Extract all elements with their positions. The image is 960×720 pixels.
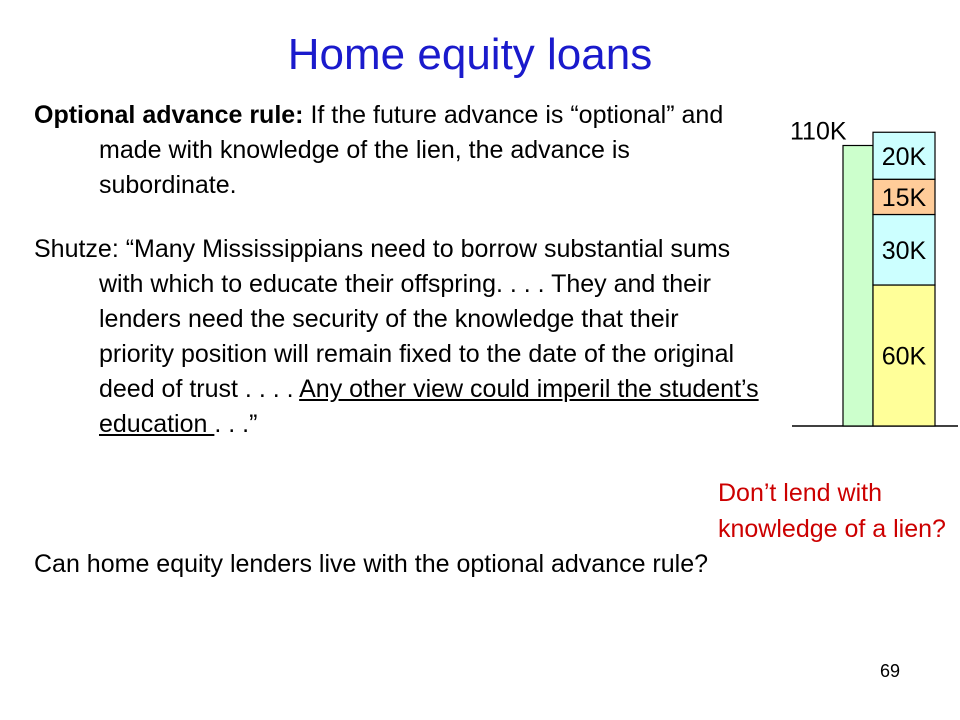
segment-label-20k: 20K	[881, 142, 927, 171]
page-number: 69	[880, 661, 901, 681]
segment-label-30k: 30K	[881, 236, 927, 265]
quote-ending: . . .”	[214, 410, 258, 438]
segment-label-15k: 15K	[881, 183, 927, 212]
slide-title: Home equity loans	[287, 30, 653, 79]
segment-stack	[873, 132, 935, 426]
reference-bar-110k	[843, 146, 873, 427]
paragraph-question: Can home equity lenders live with the optional advance rule?	[34, 550, 709, 578]
quote-underlined-text: Any other view could imperil the student’s education	[99, 375, 759, 438]
lien-stack-chart	[780, 100, 960, 440]
paragraph-optional-advance-rule	[34, 98, 759, 203]
paragraph-shutze-quote	[34, 232, 759, 442]
rule-text: If the future advance is “optional” and made with knowledge of the lien, the advance is subordinate.	[99, 101, 724, 199]
segment-label-60k: 60K	[881, 342, 927, 371]
side-note: Don’t lend with knowledge of a lien?	[718, 479, 946, 543]
reference-bar-label: 110K	[790, 117, 847, 146]
quote-text: Shutze: “Many Mississippians need to borrow substantial sums with which to educate their offspring. . . . They and their lenders need the security of the knowledge that their priority position will remain fixed to the date of the original deed of trust . . . .	[34, 235, 735, 403]
rule-heading: Optional advance rule:	[34, 101, 304, 129]
